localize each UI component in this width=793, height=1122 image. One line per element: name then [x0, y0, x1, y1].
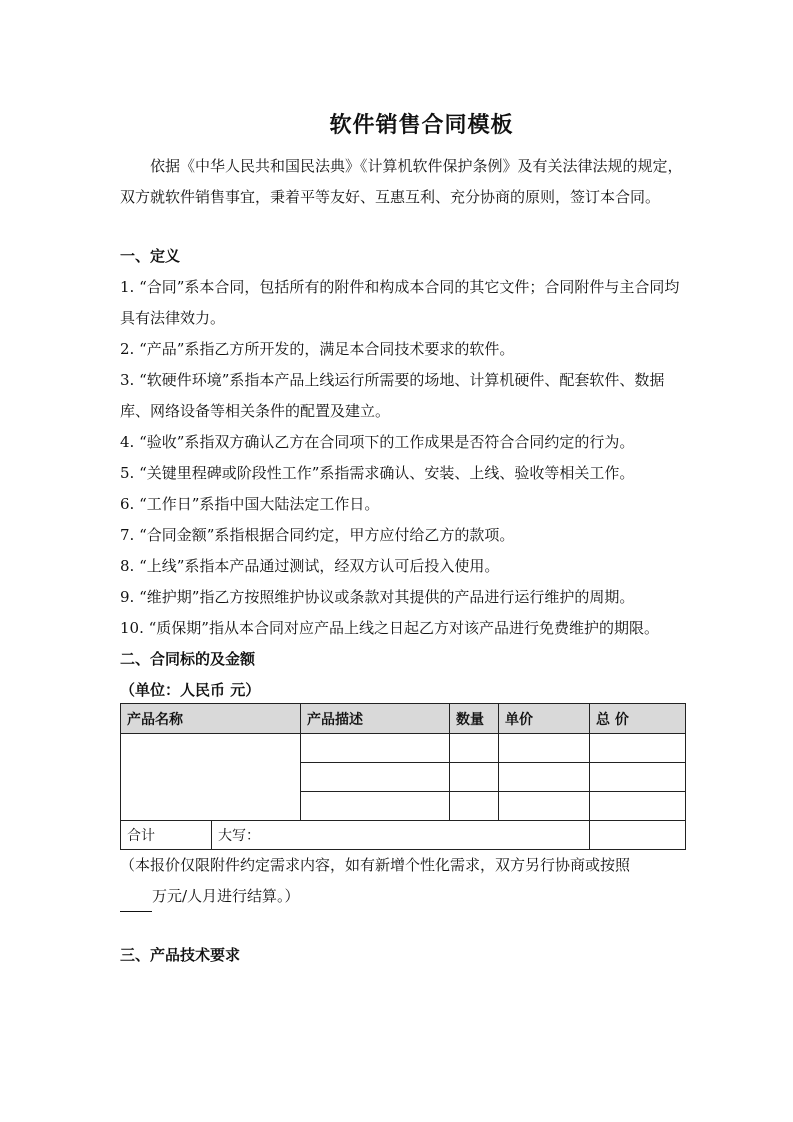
section-heading-definitions: 一、定义 [120, 247, 181, 265]
pricing-note-part1: （本报价仅限附件约定需求内容，如有新增个性化需求，双方另行协商或按照 [120, 856, 631, 874]
unit-price-cell[interactable] [499, 792, 590, 821]
definition-item: 6. “工作日”系指中国大陆法定工作日。 [120, 495, 380, 513]
currency-unit-label: （单位：人民币 元） [120, 681, 261, 699]
price-table [120, 703, 686, 850]
product-description-cell[interactable] [301, 792, 450, 821]
quantity-cell[interactable] [450, 734, 499, 763]
quantity-cell[interactable] [450, 763, 499, 792]
spacer [120, 213, 683, 241]
spacer [120, 912, 683, 940]
capital-amount-cell[interactable]: 大写： [212, 821, 590, 850]
rate-blank[interactable] [120, 893, 152, 912]
total-price-cell[interactable] [590, 792, 686, 821]
definition-item: 7. “合同金额”系指根据合同约定，甲方应付给乙方的款项。 [120, 526, 515, 544]
product-description-cell[interactable] [301, 734, 450, 763]
table-header-row [121, 704, 686, 734]
quantity-cell[interactable] [450, 792, 499, 821]
definition-item: 5. “关键里程碑或阶段性工作”系指需求确认、安装、上线、验收等相关工作。 [120, 464, 635, 482]
header-product-name: 产品名称 [121, 704, 301, 734]
section-heading-subject-amount: 二、合同标的及金额 [120, 650, 256, 668]
grand-total-cell[interactable] [590, 821, 686, 850]
definition-item: 3. “软硬件环境”系指本产品上线运行所需要的场地、计算机硬件、配套软件、数据库、网络设备等相关条件的配置及建立。 [120, 371, 665, 420]
total-label-cell: 合计 [121, 821, 212, 850]
definition-item: 9. “维护期”指乙方按照维护协议或条款对其提供的产品进行运行维护的周期。 [120, 588, 635, 606]
pricing-note-part2: 万元/人月进行结算。） [152, 887, 300, 905]
product-description-cell[interactable] [301, 763, 450, 792]
total-price-cell[interactable] [590, 734, 686, 763]
total-price-cell[interactable] [590, 763, 686, 792]
unit-price-cell[interactable] [499, 734, 590, 763]
header-unit-price: 单价 [499, 704, 590, 734]
table-total-row [121, 821, 686, 850]
definition-item: 8. “上线”系指本产品通过测试，经双方认可后投入使用。 [120, 557, 500, 575]
definition-item: 4. “验收”系指双方确认乙方在合同项下的工作成果是否符合合同约定的行为。 [120, 433, 635, 451]
table-row [121, 734, 686, 763]
pricing-note [120, 850, 683, 912]
section-heading-tech-requirements: 三、产品技术要求 [120, 946, 241, 964]
intro-paragraph: 依据《中华人民共和国民法典》《计算机软件保护条例》及有关法律法规的规定，双方就软件销售事宜，秉着平等友好、互惠互利、充分协商的原则，签订本合同。 [120, 157, 683, 206]
header-quantity: 数量 [450, 704, 499, 734]
definition-item: 1. “合同”系本合同，包括所有的附件和构成本合同的其它文件；合同附件与主合同均具有法律效力。 [120, 278, 680, 327]
definition-item: 10. “质保期”指从本合同对应产品上线之日起乙方对该产品进行免费维护的期限。 [120, 619, 659, 637]
document-title: 软件销售合同模板 [329, 112, 514, 138]
header-total-price: 总 价 [590, 704, 686, 734]
unit-price-cell[interactable] [499, 763, 590, 792]
product-name-cell[interactable] [121, 734, 301, 821]
definition-item: 2. “产品”系指乙方所开发的，满足本合同技术要求的软件。 [120, 340, 515, 358]
header-product-description: 产品描述 [301, 704, 450, 734]
